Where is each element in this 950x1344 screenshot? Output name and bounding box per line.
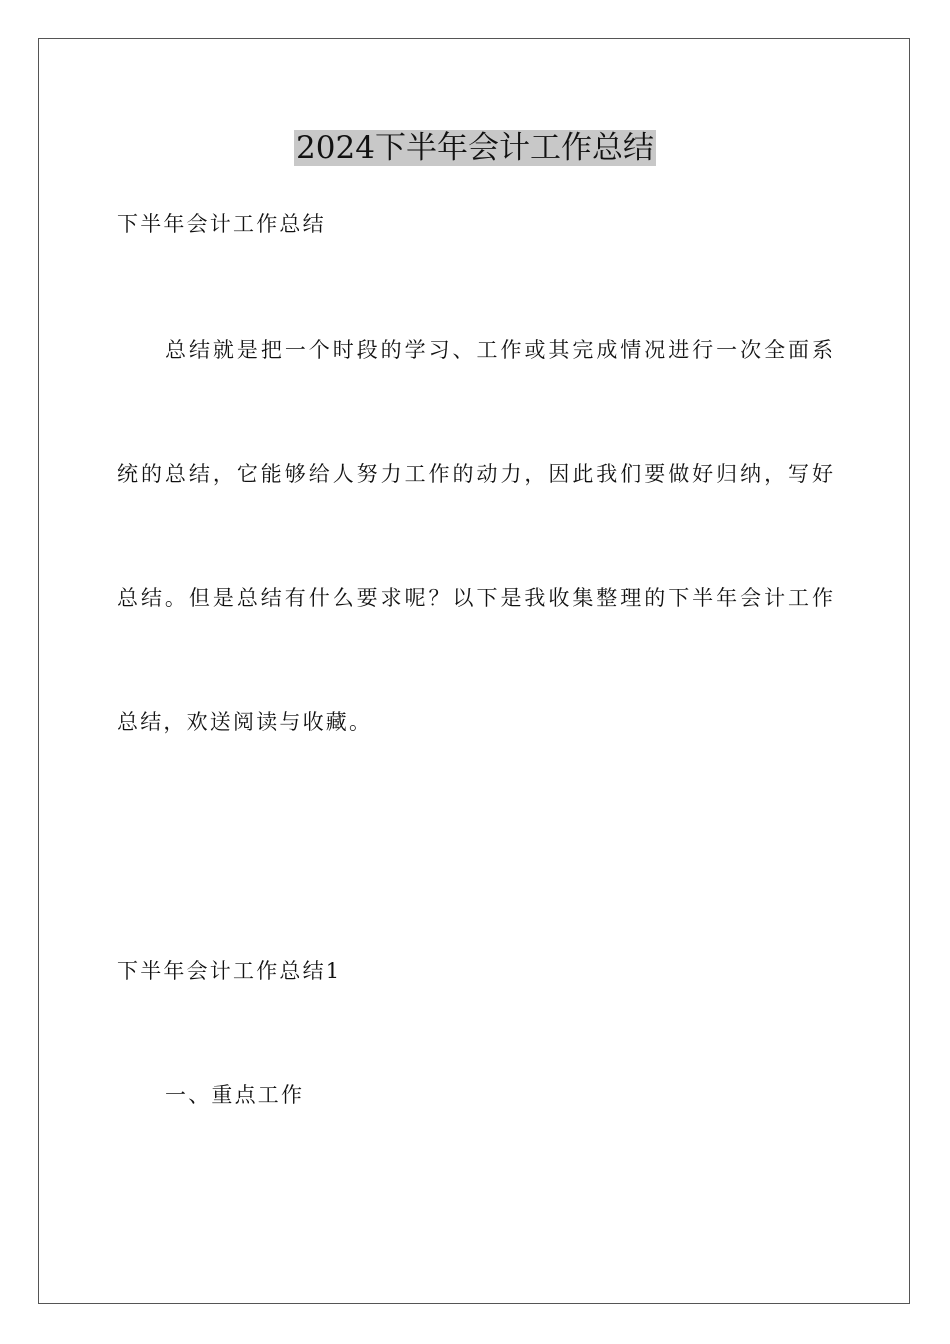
- intro-line-4: 总结，欢送阅读与收藏。: [117, 710, 373, 734]
- document-title: [0, 128, 950, 168]
- intro-line-3: 总结。但是总结有什么要求呢？以下是我收集整理的下半年会计工作: [117, 586, 833, 610]
- subsection-heading: 一、重点工作: [165, 1083, 305, 1107]
- section-heading: 下半年会计工作总结1: [117, 959, 342, 983]
- document-subtitle: 下半年会计工作总结: [117, 212, 326, 236]
- intro-line-2: 统的总结，它能够给人努力工作的动力，因此我们要做好归纳，写好: [117, 462, 833, 486]
- document-title-text: 2024下半年会计工作总结: [296, 130, 654, 166]
- intro-line-1: 总结就是把一个时段的学习、工作或其完成情况进行一次全面系: [165, 338, 833, 362]
